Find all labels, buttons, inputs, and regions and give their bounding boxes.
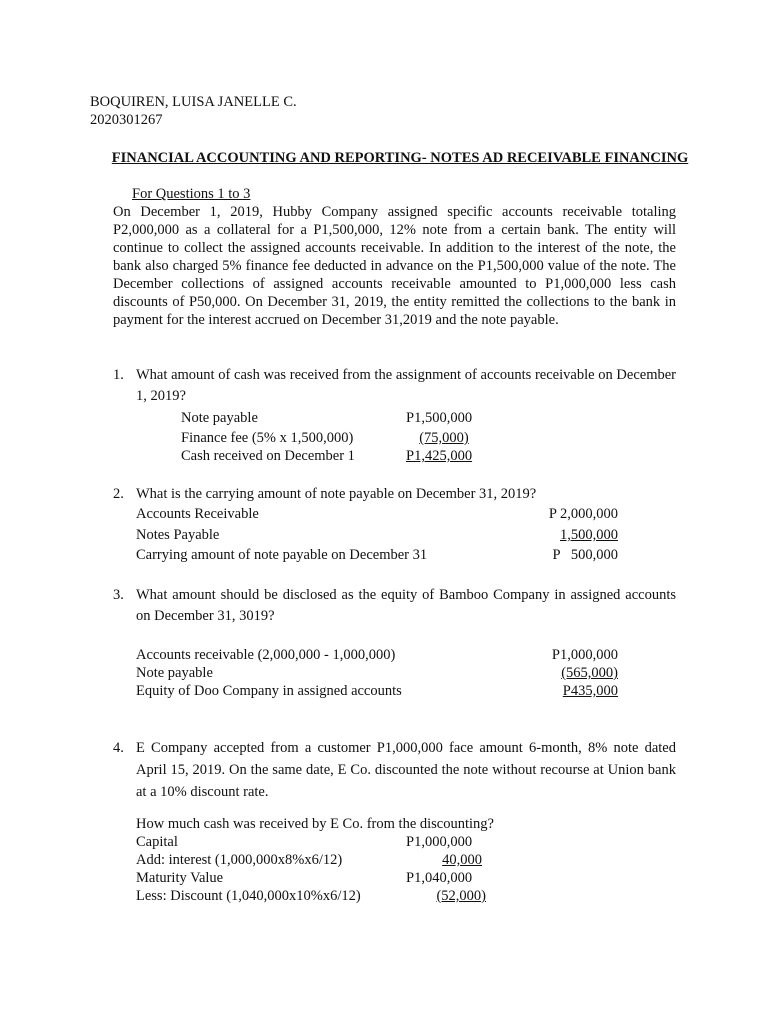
q1-row-label: Note payable <box>181 410 258 426</box>
q2-row-label: Notes Payable <box>136 527 220 543</box>
q1-number: 1. <box>113 367 124 383</box>
q2-row-label: Carrying amount of note payable on December 31 <box>136 547 428 563</box>
intro-paragraph: On December 1, 2019, Hubby Company assigned specific accounts receivable totaling P2,000,000 as a collateral for a P1,500,000, 12% note from a certain bank. The entity will continue to collect the assigned accounts receivable. In addition to the interest of the note, the bank also charged 5% finance fee deducted in advance on the P1,500,000 value of the note. The December collections of assigned accounts receivable amounted to P1,000,000 less cash discounts of P50,000. On December 31, 2019, the entity remitted the collections to the bank in payment for the interest accrued on December 31,2019 and the note payable. <box>113 204 676 328</box>
q3-row-value: P435,000 <box>562 683 618 699</box>
q4-row-value: P1,040,000 <box>406 870 473 886</box>
q2-number: 2. <box>113 486 124 502</box>
q3-row-label: Equity of Doo Company in assigned accounts <box>136 683 402 699</box>
q1-row-label: Cash received on December 1 <box>181 448 355 464</box>
q4-row-value: 40,000 <box>442 852 482 868</box>
q4-row-label: Less: Discount (1,040,000x10%x6/12) <box>136 888 361 904</box>
student-name: BOQUIREN, LUISA JANELLE C. <box>90 94 297 110</box>
intro-heading: For Questions 1 to 3 <box>132 186 251 202</box>
q1-row-value: P1,500,000 <box>406 410 473 426</box>
q1-text: What amount of cash was received from the assignment of accounts receivable on December 1, 2019? <box>136 367 676 404</box>
q2-text: What is the carrying amount of note payable on December 31, 2019? <box>136 486 537 502</box>
q2-row-value: P 2,000,000 <box>548 506 618 522</box>
q3-text: What amount should be disclosed as the equity of Bamboo Company in assigned accounts on December 31, 3019? <box>136 587 676 624</box>
q4-row-label: Capital <box>136 834 178 850</box>
q4-row-value: P1,000,000 <box>406 834 473 850</box>
q4-row-value: (52,000) <box>436 888 486 904</box>
q4-row-label: Maturity Value <box>136 870 224 886</box>
q3-row-label: Accounts receivable (2,000,000 - 1,000,000) <box>136 647 396 663</box>
q1-row-value: (75,000) <box>419 430 469 446</box>
student-id: 2020301267 <box>90 112 163 128</box>
q2-row-label: Accounts Receivable <box>136 506 259 522</box>
q4-row-label: Add: interest (1,000,000x8%x6/12) <box>136 852 343 868</box>
q3-row-label: Note payable <box>136 665 213 681</box>
q3-row-value: P1,000,000 <box>551 647 618 663</box>
q1-row-label: Finance fee (5% x 1,500,000) <box>181 430 354 446</box>
q3-row-value: (565,000) <box>561 665 618 681</box>
q2-row-value: 1,500,000 <box>560 527 618 543</box>
q1-row-value: P1,425,000 <box>406 448 473 464</box>
q3-number: 3. <box>113 587 124 603</box>
q4-number: 4. <box>113 740 124 756</box>
document-title: FINANCIAL ACCOUNTING AND REPORTING- NOTES AD RECEIVABLE FINANCING <box>111 150 689 166</box>
q2-row-value: P 500,000 <box>552 547 618 563</box>
q4-question: How much cash was received by E Co. from the discounting? <box>136 816 494 832</box>
q4-text: E Company accepted from a customer P1,000,000 face amount 6-month, 8% note dated April 15, 2019. On the same date, E Co. discounted the note without recourse at Union bank at a 10% discount rate. <box>136 740 676 800</box>
